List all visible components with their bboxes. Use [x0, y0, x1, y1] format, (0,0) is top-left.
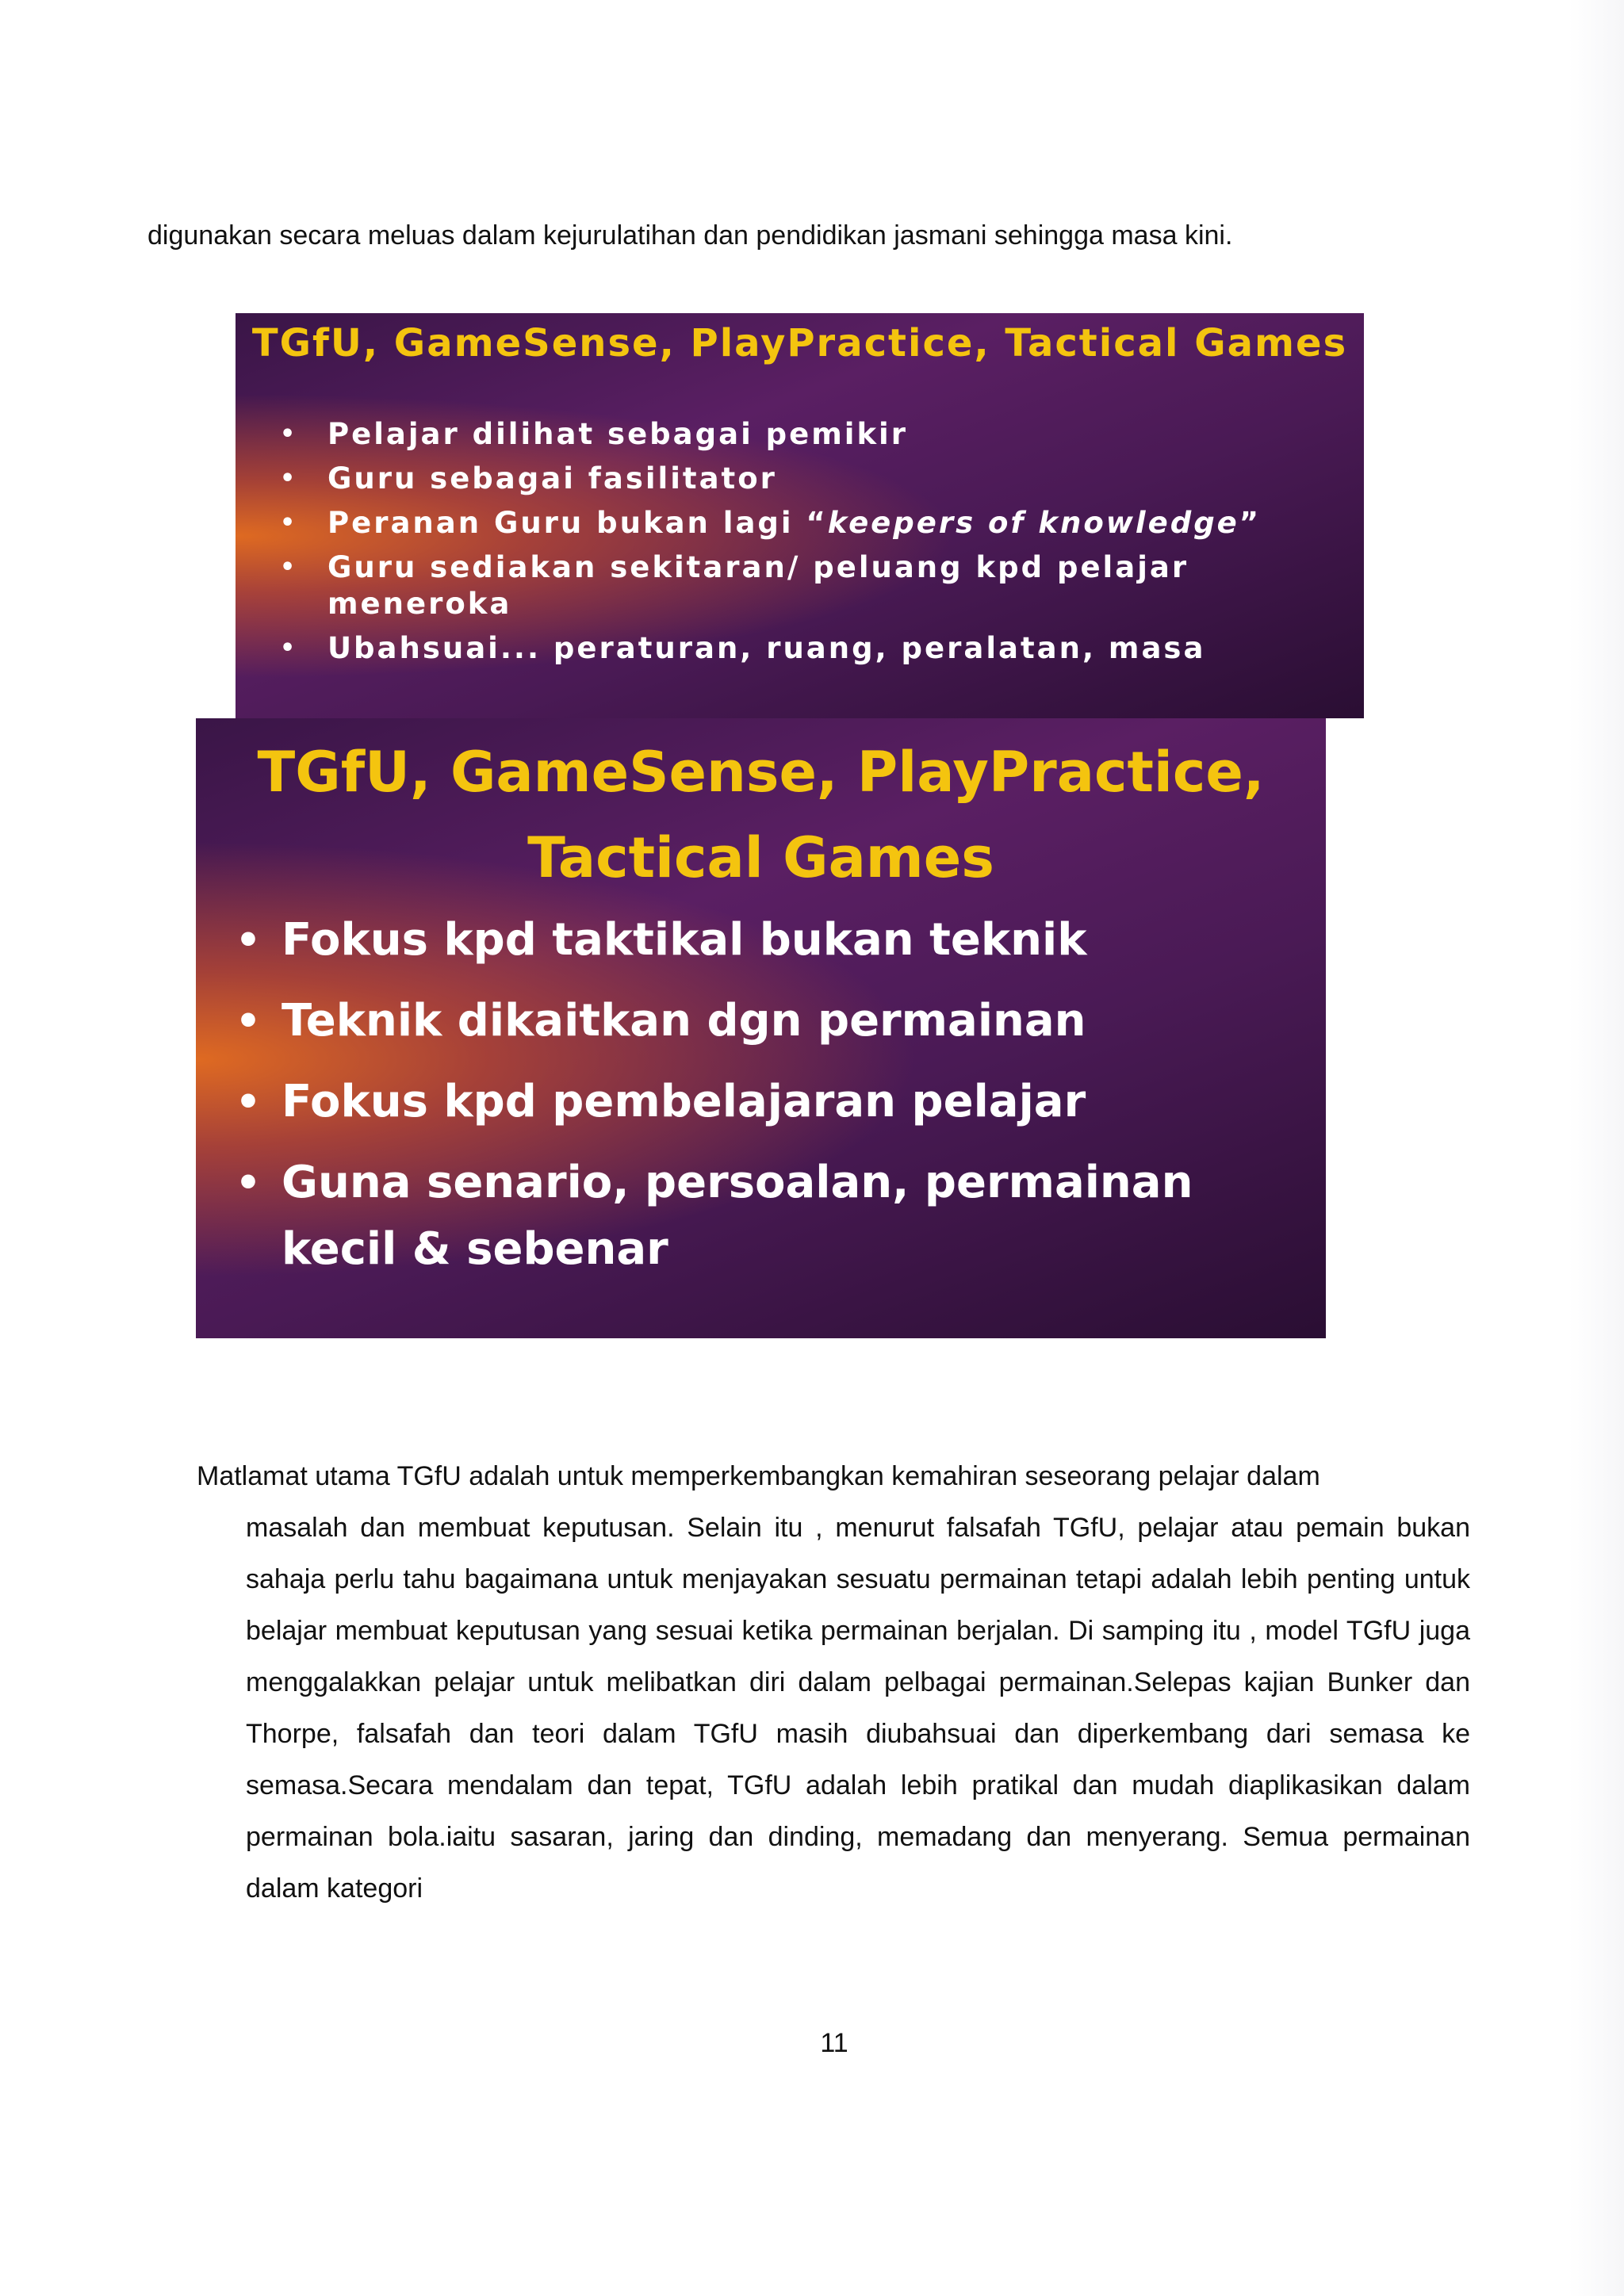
- page-number: 11: [820, 2028, 848, 2058]
- slide1-title: TGfU, GameSense, PlayPractice, Tactical Games: [251, 321, 1348, 365]
- slide2-bullet-item: • Guna senario, persoalan, permainan kecil & sebenar: [282, 1150, 1297, 1283]
- slide-image-1: [236, 313, 1364, 718]
- bullet-icon: •: [236, 1160, 261, 1206]
- slide2-bullet-item: • Fokus kpd taktikal bukan teknik: [282, 907, 1297, 974]
- bullet-icon: •: [236, 917, 261, 963]
- page-edge-shade: [1568, 0, 1624, 2296]
- slide2-bullet-item: • Fokus kpd pembelajaran pelajar: [282, 1069, 1297, 1135]
- slide1-bullet-item: • Ubahsuai... peraturan, ruang, peralatan, masa: [280, 631, 1206, 665]
- bullet-icon: •: [280, 553, 298, 581]
- bullet-icon: •: [236, 998, 261, 1044]
- slide1-bullet-list: [280, 416, 1350, 675]
- intro-text: digunakan secara meluas dalam kejurulatihan dan pendidikan jasmani sehingga masa kini.: [147, 220, 1233, 251]
- slide1-bullet-item: • Pelajar dilihat sebagai pemikir: [280, 417, 908, 451]
- paragraph-first-line: Matlamat utama TGfU adalah untuk memperkembangkan kemahiran seseorang pelajar dalam: [197, 1461, 1320, 1491]
- body-paragraph: [197, 1451, 1470, 1915]
- slide1-bullet-item: • Guru sediakan sekitaran/ peluang kpd pelajar meneroka: [280, 550, 1189, 621]
- slide2-bullet-item: • Teknik dikaitkan dgn permainan: [282, 988, 1297, 1054]
- slide1-bullet-item: • Guru sebagai fasilitator: [280, 461, 777, 496]
- slide1-bullet-item: • Peranan Guru bukan lagi “keepers of knowledge”: [280, 506, 1262, 540]
- bullet-icon: •: [236, 1079, 261, 1125]
- slide2-bullet-list: [236, 907, 1297, 1297]
- paragraph-continuation: masalah dan membuat keputusan. Selain itu , menurut falsafah TGfU, pelajar atau pemain bukan sahaja perlu tahu bagaimana untuk menjayakan sesuatu permainan tetapi adalah lebih penting untuk belajar membuat keputusan yang sesuai ketika permainan berjalan. Di samping itu , model TGfU juga menggalakkan pelajar untuk melibatkan diri dalam pelbagai permainan.Selepas kajian Bunker dan Thorpe, falsafah dan teori dalam TGfU masih diubahsuai dan diperkembang dari semasa ke semasa.Secara mendalam dan tepat, TGfU adalah lebih pratikal dan mudah diaplikasikan dalam permainan bola.iaitu sasaran, jaring dan dinding, memadang dan menyerang. Semua permainan dalam kategori: [246, 1513, 1470, 1904]
- bullet-icon: •: [280, 509, 298, 537]
- bullet-icon: •: [280, 634, 298, 662]
- slide2-title: TGfU, GameSense, PlayPractice, Tactical Games: [257, 740, 1265, 890]
- bullet-icon: •: [280, 420, 298, 448]
- bullet-icon: •: [280, 465, 298, 492]
- slide-image-2: [196, 718, 1326, 1338]
